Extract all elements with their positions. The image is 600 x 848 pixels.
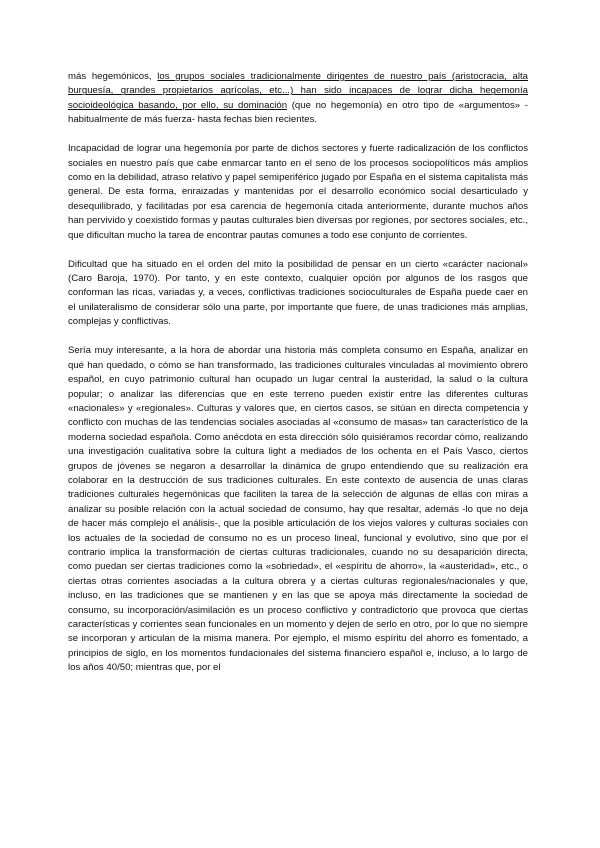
paragraph-1-lead: más hegemónicos, (68, 71, 158, 82)
paragraph-3: Dificultad que ha situado en el orden del mito la posibilidad de pensar en un cierto «carácter nacional» (Caro Baroja, 1970). Por tanto, y en este contexto, cualquier opción por algunos de los rasgos que conforman las ricas, variadas y, a veces, conflictivas tradiciones socioculturales de España puede caer en el unilateralismo de considerar sólo una parte, por importante que fuere, de unas tradiciones más amplias, complejas y conflictivas. (68, 258, 528, 328)
underlined-passage: los grupos sociales tradicionalmente dirigentes de nuestro país (aristocracia, alta burguesía, grandes propietarios agrícolas, etc...) han sido incapaces de lograr dicha hegemonía socioideológica basando, por ello, su dominación (68, 71, 529, 111)
paragraph-1 (68, 70, 528, 128)
paragraph-2: Incapacidad de lograr una hegemonía por parte de dichos sectores y fuerte radicalización de los conflictos sociales en nuestro país que cabe enmarcar tanto en el seno de los procesos sociopolíticos más amplios como en la debilidad, atraso relativo y papel semiperiférico jugado por España en el sistema capitalista más general. De esta forma, enraizadas y mantenidas por el desarrollo económico social desarticulado y desequilibrado, y facilitadas por esa carencia de hegemonía citada anteriormente, durante muchos años han pervivido y coexistido formas y pautas culturales bien diversas por regiones, por sectores sociales, etc., que dificultan mucho la tarea de encontrar pautas comunes a todo ese conjunto de corrientes. (68, 143, 528, 241)
paragraph-1-tail: (que no hegemonía) en otro tipo de «argumentos» -habitualmente de más fuerza- hasta fechas bien recientes. (68, 99, 528, 126)
paragraph-4: Sería muy interesante, a la hora de abordar una historia más completa consumo en España, analizar en qué han quedado, o cómo se han transformado, las tradiciones culturales vinculadas al movimiento obrero español, en cuyo patrimonio cultural han ocupado un lugar central la austeridad, la salud o la cultura popular; o analizar las diferencias que en este terreno pueden existir entre las diferentes culturas «nacionales» y «regionales». Culturas y valores que, en ciertos casos, se sitúan en directa competencia y conflicto con muchas de las tendencias sociales asociadas al «consumo de masas» tan característico de la moderna sociedad española. Como anécdota en esta dirección sólo quisiéramos recordar cómo, realizando una investigación cualitativa sobre la cultura light a mediados de los ochenta en el País Vasco, ciertos grupos de jóvenes se negaron a desarrollar la dinámica de grupo entendiendo que su realización era colaborar en la destrucción de sus tradiciones culturales. En este contexto de ausencia de unas claras tradiciones culturales hegemónicas que faciliten la tarea de la selección de algunas de ellas con miras a analizar su posible relación con la actual sociedad de consumo, hay que resaltar, además -lo que no deja de hacer más complejo el análisis-, que la posible articulación de los viejos valores y culturas sociales con los actuales de la sociedad de consumo no es un proceso lineal, funcional y evolutivo, sino que por el contrario implica la transformación de ciertas culturas tradicionales, cuando no su desaparición directa, como puedan ser ciertas tradiciones como la «sobriedad», el «espíritu de ahorro», la «austeridad», etc., o ciertas otras corrientes asociadas a la cultura obrera y a ciertas culturas regionales/nacionales y que, incluso, en las tradiciones que se mantienen y en las que se apoya más directamente la sociedad de consumo, su incorporación/asimilación es un proceso conflictivo y contradictorio que provoca que ciertas características y corrientes sean funcionales en un momento y dejen de serlo en otro, por lo que no siempre se incorporan y articulan de la misma manera. Por ejemplo, el mismo espíritu del ahorro es fomentado, a principios de siglo, en los momentos fundacionales del sistema financiero español e, incluso, a lo largo de los años 40/50; mientras que, por el (68, 345, 528, 674)
document-page (68, 70, 528, 690)
